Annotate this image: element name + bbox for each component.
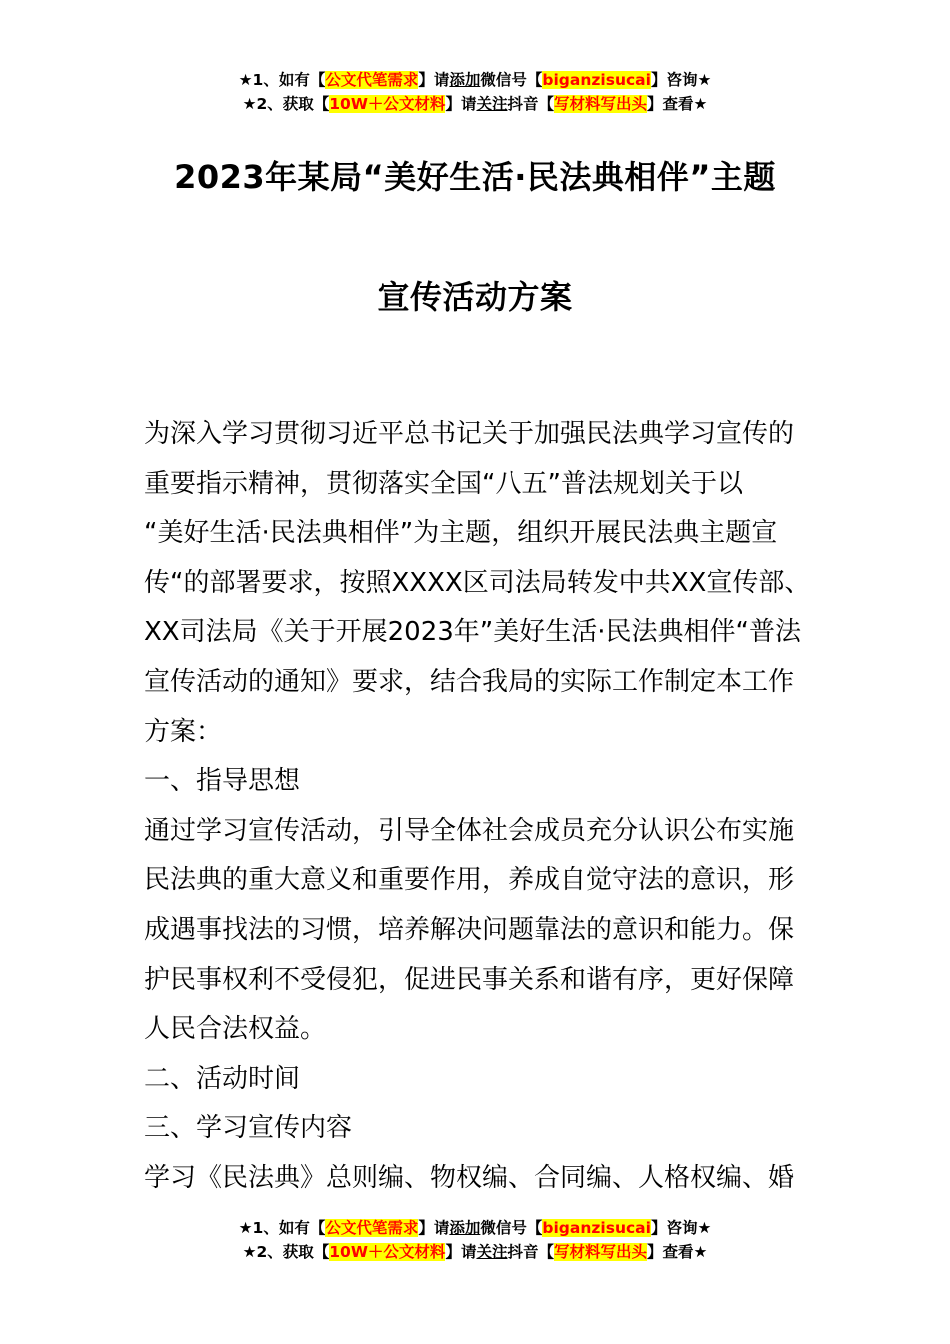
banner-underlined: 关注: [476, 95, 508, 113]
section-heading-3: 三、学习宣传内容: [144, 1113, 353, 1144]
banner-highlight: biganzisucai: [542, 71, 651, 89]
banner-text: 】查看★: [647, 95, 708, 113]
banner-text: 微信号【: [480, 1219, 543, 1237]
banner-underlined: 添加: [449, 71, 481, 89]
banner-text: 】请: [445, 95, 477, 113]
body-line: 民法典的重大意义和重要作用，养成自觉守法的意识，形: [144, 865, 795, 896]
banner-text: ★1、如有【: [238, 71, 326, 89]
document-title-line-1: 2023年某局“美好生活·民法典相伴”主题: [174, 158, 776, 196]
banner-text: 抖音【: [507, 95, 554, 113]
footer-banner: [0, 1216, 950, 1264]
body-line: 护民事权利不受侵犯，促进民事关系和谐有序，更好保障: [144, 964, 795, 995]
body-line: 成遇事找法的习惯，培养解决问题靠法的意识和能力。保: [144, 914, 795, 945]
body-line: “美好生活·民法典相伴”为主题，组织开展民法典主题宣: [144, 518, 778, 549]
banner-text: 】请: [418, 1219, 450, 1237]
body-line: 宣传活动的通知》要求，结合我局的实际工作制定本工作: [144, 666, 795, 697]
banner-text: 】请: [418, 71, 450, 89]
document-title-line-2: 宣传活动方案: [377, 278, 573, 316]
body-line: 通过学习宣传活动，引导全体社会成员充分认识公布实施: [144, 815, 795, 846]
banner-underlined: 关注: [476, 1243, 508, 1261]
document-body: [144, 410, 824, 1204]
body-line: XX司法局《关于开展2023年”美好生活·民法典相伴“普法: [144, 617, 801, 648]
banner-line-1: [0, 68, 950, 92]
banner-text: 微信号【: [480, 71, 543, 89]
banner-text: 】查看★: [647, 1243, 708, 1261]
banner-text: 】请: [445, 1243, 477, 1261]
body-line: 方案：: [144, 716, 223, 747]
banner-text: 】咨询★: [650, 1219, 712, 1237]
banner-highlight: 公文代笔需求: [325, 71, 419, 89]
banner-highlight: 写材料写出头: [553, 95, 647, 113]
banner-underlined: 添加: [449, 1219, 481, 1237]
body-line: 人民合法权益。: [144, 1014, 327, 1045]
body-line: 重要指示精神，贯彻落实全国“八五”普法规划关于以: [144, 468, 743, 499]
banner-highlight: 10W＋公文材料: [329, 1243, 446, 1261]
banner-highlight: 10W＋公文材料: [329, 95, 446, 113]
banner-text: ★1、如有【: [238, 1219, 326, 1237]
banner-line-1: [0, 1216, 950, 1240]
body-line: 传“的部署要求，按照XXXX区司法局转发中共XX宣传部、: [144, 567, 811, 598]
banner-text: 抖音【: [507, 1243, 554, 1261]
section-heading-2: 二、活动时间: [144, 1063, 301, 1094]
body-line: 为深入学习贯彻习近平总书记关于加强民法典学习宣传的: [144, 419, 795, 449]
banner-text: 】咨询★: [650, 71, 712, 89]
banner-highlight: 写材料写出头: [553, 1243, 647, 1261]
body-line: 学习《民法典》总则编、物权编、合同编、人格权编、婚: [144, 1162, 795, 1193]
banner-text: ★2、获取【: [242, 1243, 330, 1261]
banner-highlight: biganzisucai: [542, 1219, 651, 1237]
header-banner: [0, 68, 950, 116]
banner-line-2: [0, 92, 950, 116]
banner-line-2: [0, 1240, 950, 1264]
banner-text: ★2、获取【: [242, 95, 330, 113]
section-heading-1: 一、指导思想: [144, 766, 301, 797]
banner-highlight: 公文代笔需求: [325, 1219, 419, 1237]
